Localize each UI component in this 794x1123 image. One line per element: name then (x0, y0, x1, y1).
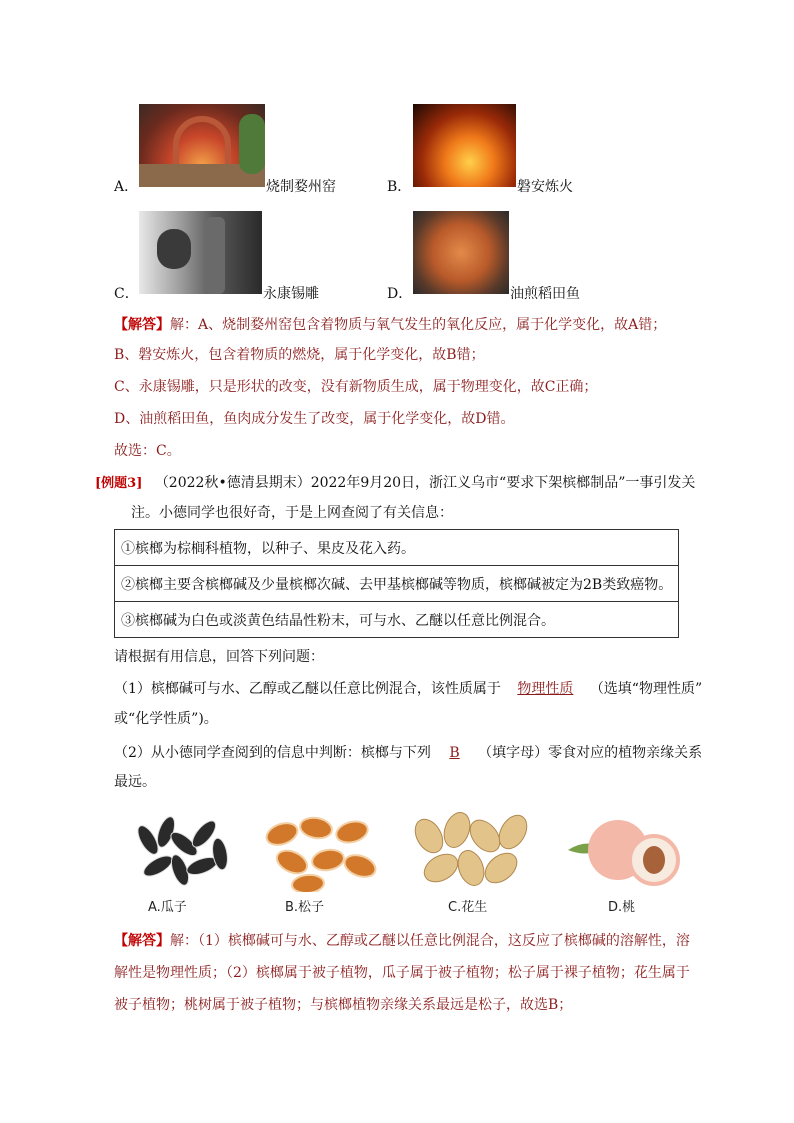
question-prompt: 请根据有用信息，回答下列问题： (114, 649, 324, 665)
option-d-letter: D． (387, 286, 413, 302)
snack-caption-c: C.花生 (448, 900, 488, 915)
example-tag: [例题3] (95, 476, 143, 491)
sub-question-1-hint: （选填“物理性质” (589, 681, 703, 697)
option-b-caption: 磐安炼火 (517, 179, 573, 195)
answer-line: 解：（1）槟榔碱可与水、乙醇或乙醚以任意比例混合，这反应了槟榔碱的溶解性，溶 (170, 933, 690, 949)
sub-question-1-cont: 或“化学性质”)。 (114, 711, 218, 727)
answer-tag: 【解答】 (114, 317, 170, 333)
peach-image (566, 810, 682, 892)
kiln-photo (139, 104, 265, 187)
info-table (114, 529, 679, 638)
answer-line: C、永康锡雕，只是形状的改变，没有新物质生成，属于物理变化，故C正确； (114, 379, 598, 395)
option-b-letter: B． (387, 179, 412, 195)
sunflower-seeds-image (128, 810, 232, 892)
option-a-caption: 烧制婺州窑 (266, 179, 336, 195)
peanuts-image (413, 810, 529, 892)
answer-line: 被子植物；桃树属于被子植物；与槟榔植物亲缘关系最远是松子，故选B； (114, 997, 573, 1013)
sub-question-1-answer: 物理性质 (517, 681, 574, 697)
sub-question-1: （1）槟榔碱可与水、乙醇或乙醚以任意比例混合，该性质属于 (114, 681, 501, 697)
fire-photo (413, 104, 516, 187)
answer-line: 故选：C。 (114, 443, 181, 459)
sub-question-2: （2）从小德同学查阅到的信息中判断：槟榔与下列 (114, 745, 431, 761)
info-row: ③槟榔碱为白色或淡黄色结晶性粉末，可与水、乙醚以任意比例混合。 (115, 602, 679, 638)
answer-line: 解性是物理性质；（2）槟榔属于被子植物，瓜子属于被子植物；松子属于裸子植物；花生属于 (114, 965, 690, 981)
option-c-letter: C． (114, 286, 139, 302)
sculptor-photo (139, 211, 262, 294)
option-c-caption: 永康锡雕 (263, 286, 319, 302)
pine-nuts-image (264, 810, 377, 892)
sub-question-2-answer: B (449, 745, 460, 761)
snack-caption-d: D.桃 (608, 900, 636, 915)
snack-caption-a: A.瓜子 (148, 900, 187, 915)
question-intro: （2022秋•德清县期末）2022年9月20日，浙江义乌市“要求下架槟榔制品”一事引发关 (154, 475, 696, 491)
info-row: ②槟榔主要含槟榔碱及少量槟榔次碱、去甲基槟榔碱等物质，槟榔碱被定为2B类致癌物。 (115, 566, 679, 602)
sub-question-2-hint: （填字母）零食对应的植物亲缘关系 (478, 745, 703, 761)
answer-line: 解：A、烧制婺州窑包含着物质与氧气发生的氧化反应，属于化学变化，故A错； (170, 317, 667, 333)
snack-caption-b: B.松子 (285, 900, 325, 915)
answer-tag: 【解答】 (114, 933, 170, 949)
sub-question-2-cont: 最远。 (114, 774, 156, 790)
option-d-caption: 油煎稻田鱼 (510, 286, 580, 302)
info-row: ①槟榔为棕榈科植物，以种子、果皮及花入药。 (115, 530, 679, 566)
question-intro-cont: 注。小德同学也很好奇，于是上网查阅了有关信息： (131, 505, 453, 521)
fish-photo (413, 211, 509, 294)
option-a-letter: A． (114, 179, 139, 195)
answer-line: D、油煎稻田鱼，鱼肉成分发生了改变，属于化学变化，故D错。 (114, 411, 515, 427)
answer-line: B、磐安炼火，包含着物质的燃烧，属于化学变化，故B错； (114, 347, 485, 363)
